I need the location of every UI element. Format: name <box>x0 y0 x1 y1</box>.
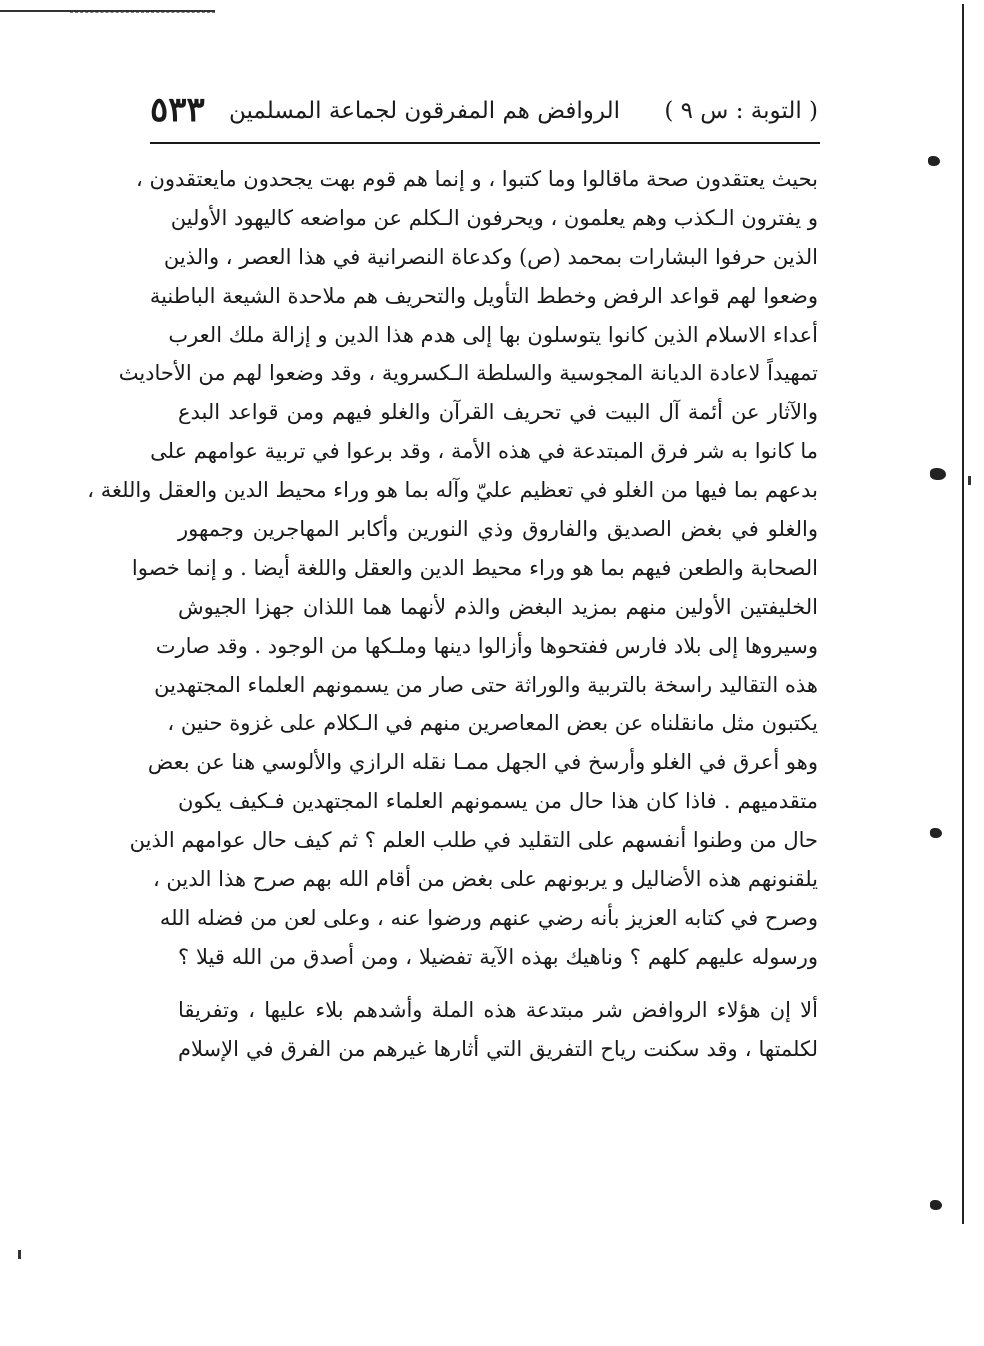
text-line: الخليفتين الأولين منهم بمزيد البغض والذم لأنهما هما اللذان جهزا الجيوش <box>178 594 818 619</box>
paragraph-gap <box>178 977 818 991</box>
text-line: الذين حرفوا البشارات بمحمد (ص) وكدعاة النصرانية في هذا العصر ، والذين <box>163 244 818 269</box>
text-line: بدعهم بما فيها من الغلو في تعظيم عليّ وآله بما هو وراء محيط الدين والعقل واللغة ، <box>87 478 818 503</box>
scan-speck <box>968 476 971 485</box>
surah-reference: ( التوبة : س ٩ ) <box>664 98 818 124</box>
text-line: وسيروها إلى بلاد فارس ففتحوها وأزالوا دينها وملـكها من الوجود . وقد صارت <box>155 633 818 658</box>
text-line: لكلمتها ، وقد سكنت رياح التفريق التي أثارها غيرهم من الفرق في الإسلام <box>178 1036 818 1061</box>
header-divider <box>150 142 820 144</box>
margin-ink-mark <box>930 468 946 480</box>
text-line: وهو أعرق في الغلو وأرسخ في الجهل ممـا نقله الرازي والألوسي هنا عن بعض <box>147 750 818 775</box>
running-title: الروافض هم المفرقون لجماعة المسلمين <box>228 98 620 124</box>
text-line: هذه التقاليد راسخة بالتربية والوراثة حتى صار من يسمونهم العلماء المجتهدين <box>154 672 818 697</box>
text-line: بحيث يعتقدون صحة ماقالوا وما كتبوا ، و إنما هم قوم بهت يجحدون مايعتقدون ، <box>136 167 818 191</box>
text-line: يكتبون مثل مانقلناه عن بعض المعاصرين منهم في الـكلام على غزوة حنين ، <box>167 711 818 736</box>
text-line: يلقنونهم هذه الأضاليل و يربونهم على بغض من أقام الله بهم صرح هذا الدين ، <box>152 867 818 892</box>
text-line: أعداء الاسلام الذين كانوا يتوسلون بها إلى هدم هذا الدين و إزالة ملك العرب <box>168 322 818 347</box>
text-line: والغلو في بغض الصديق والفاروق وذي النورين وأكابر المهاجرين وجمهور <box>178 517 818 542</box>
page-edge-line <box>962 4 964 1224</box>
scan-artifact-rule-dashed <box>70 12 215 13</box>
text-line: وصرح في كتابه العزيز بأنه رضي عنهم ورضوا عنه ، وعلى لعن من فضله الله <box>159 905 818 930</box>
text-line: الصحابة والطعن فيهم بما هو وراء محيط الدين والعقل واللغة أيضا . و إنما خصوا <box>131 555 818 580</box>
page-number: ٥٣٣ <box>150 90 205 130</box>
text-line: ورسوله عليهم كلهم ؟ وناهيك بهذه الآية تفضيلا ، ومن أصدق من الله قيلا ؟ <box>178 944 818 969</box>
page-body <box>87 160 818 1068</box>
text-line: تمهيداً لاعادة الديانة المجوسية والسلطة الـكسروية ، وقد وضعوا لهم من الأحاديث <box>118 361 818 386</box>
text-line: وضعوا لهم قواعد الرفض وخطط التأويل والتحريف هم ملاحدة الشيعة الباطنية <box>149 283 818 308</box>
text-line: ما كانوا به شر فرق المبتدعة في هذه الأمة ، وقد برعوا في تربية عوامهم على <box>150 439 818 464</box>
text-line: ألا إن هؤلاء الروافض شر مبتدعة هذه الملة وأشدهم بلاء عليها ، وتفريقا <box>178 997 818 1022</box>
margin-ink-mark <box>928 156 940 166</box>
page-header <box>150 88 818 138</box>
margin-ink-mark <box>930 828 942 838</box>
text-line: و يفترون الـكذب وهم يعلمون ، ويحرفون الـكلم عن مواضعه كاليهود الأولين <box>170 205 818 230</box>
scan-speck <box>18 1250 21 1259</box>
text-line: والآثار عن أئمة آل البيت في تحريف القرآن والغلو فيهم ومن قواعد البدع <box>178 400 818 425</box>
margin-ink-mark <box>930 1200 942 1210</box>
text-line: حال من وطنوا أنفسهم على التقليد في طلب العلم ؟ ثم كيف حال عوامهم الذين <box>129 828 818 853</box>
text-line: متقدميهم . فاذا كان هذا حال من يسمونهم العلماء المجتهدين فـكيف يكون <box>178 789 818 814</box>
